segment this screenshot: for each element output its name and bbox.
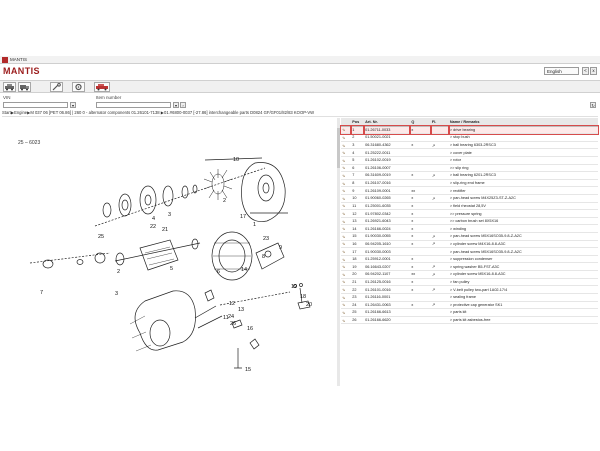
row-qty (410, 316, 431, 324)
row-name: > pan-head screw M5X16SO35-9.8-Z-A2C (449, 248, 598, 256)
row-name: > V-belt pulley two-part 1A02-17/4 (449, 286, 598, 294)
callout-13: 13 (238, 307, 245, 313)
row-pos: 11 (351, 202, 364, 210)
row-art-nr: 06.94205-1610 (364, 240, 410, 248)
header-icon (341, 118, 351, 126)
callout-3b: 3 (115, 291, 119, 297)
refresh-button[interactable]: ↻ (591, 103, 595, 108)
callout-12: 12 (229, 301, 236, 307)
row-flags (431, 164, 449, 172)
cart-icon[interactable]: ⇘ (341, 263, 351, 271)
row-name: > ball bearing 6201-2RSC3 (449, 172, 598, 180)
table-row[interactable] (341, 271, 598, 279)
row-qty (410, 309, 431, 317)
toolbar (0, 80, 600, 93)
item-search-button[interactable]: › (180, 102, 186, 108)
window-title: MANTIS (10, 57, 28, 62)
row-qty: x (410, 286, 431, 294)
row-flags (431, 316, 449, 324)
cart-icon[interactable]: ⇘ (341, 141, 351, 149)
car-icon[interactable] (3, 82, 16, 92)
row-flags: ↗ (431, 301, 449, 309)
row-art-nr: 01.97802-0342 (364, 210, 410, 218)
row-pos: 14 (351, 225, 364, 233)
table-row[interactable] (341, 217, 598, 225)
table-row[interactable] (341, 263, 598, 271)
vin-input[interactable] (3, 102, 68, 108)
item-number-input[interactable] (96, 102, 171, 108)
table-row[interactable] (341, 126, 598, 134)
row-qty: x (410, 263, 431, 271)
row-qty: x (410, 233, 431, 241)
row-qty: xx (410, 187, 431, 195)
row-art-nr: 01.90030-0003 (364, 248, 410, 256)
table-row[interactable] (341, 210, 598, 218)
close-button[interactable]: x (590, 67, 597, 75)
row-pos: 10 (351, 194, 364, 202)
callout-1: 1 (253, 222, 257, 228)
row-pos: 5 (351, 156, 364, 164)
row-flags: ↗ (431, 172, 449, 180)
callout-5: 5 (170, 266, 174, 272)
brand-logo: MANTIS (3, 66, 40, 76)
row-pos: 19 (351, 263, 364, 271)
header-pos[interactable]: Pos (351, 118, 364, 126)
cart-icon[interactable]: ⇘ (341, 316, 351, 324)
callout-3: 3 (168, 212, 172, 218)
row-art-nr: 01.26166-0024 (364, 225, 410, 233)
search-row (0, 94, 600, 110)
row-pos: 24 (351, 301, 364, 309)
table-row[interactable] (341, 134, 598, 142)
row-flags (431, 255, 449, 263)
row-qty: x (410, 126, 431, 134)
header-qty[interactable]: Q (410, 118, 431, 126)
row-flags (431, 149, 449, 157)
row-qty (410, 248, 431, 256)
table-row[interactable] (341, 255, 598, 263)
table-row[interactable] (341, 149, 598, 157)
cart-icon[interactable]: ⇘ (341, 194, 351, 202)
row-pos: 9 (351, 187, 364, 195)
row-flags: ↗ (431, 286, 449, 294)
row-qty (410, 179, 431, 187)
row-name: > cover plate (449, 149, 598, 157)
row-pos: 17 (351, 248, 364, 256)
row-art-nr: 01.90060-0265 (364, 194, 410, 202)
alternator-drawing (0, 118, 336, 386)
parts-table (341, 118, 598, 324)
table-row[interactable] (341, 309, 598, 317)
row-flags (431, 278, 449, 286)
cart-icon[interactable]: ⇘ (341, 271, 351, 279)
row-name: > parts kit asbestos-free (449, 316, 598, 324)
row-pos: 1 (351, 126, 364, 134)
callout-18: 18 (300, 294, 307, 300)
row-art-nr: 01.25001-6035 (364, 202, 410, 210)
cart-icon[interactable]: ⇘ (341, 248, 351, 256)
row-pos: 2 (351, 134, 364, 142)
table-row[interactable] (341, 240, 598, 248)
row-art-nr: 01.26431-0063 (364, 301, 410, 309)
row-flags (431, 225, 449, 233)
row-flags: ↗ (431, 233, 449, 241)
row-pos: 18 (351, 255, 364, 263)
row-art-nr: 01.26166-6613 (364, 309, 410, 317)
row-qty: x (410, 141, 431, 149)
callout-17: 17 (240, 214, 247, 220)
row-name: > sealing frame (449, 293, 598, 301)
row-art-nr: 01.25222-0011 (364, 149, 410, 157)
row-qty: x (410, 255, 431, 263)
row-flags (431, 248, 449, 256)
table-row[interactable] (341, 248, 598, 256)
cart-icon[interactable]: ⇘ (341, 156, 351, 164)
callout-24: 24 (228, 314, 235, 320)
row-pos: 8 (351, 179, 364, 187)
row-flags (431, 293, 449, 301)
cart-icon[interactable]: ⇘ (341, 293, 351, 301)
row-qty: x (410, 210, 431, 218)
row-pos: 4 (351, 149, 364, 157)
vin-dropdown-button[interactable]: ▾ (71, 103, 74, 108)
row-flags: ↗ (431, 263, 449, 271)
row-art-nr: 01.26921-6043 (364, 217, 410, 225)
back-button[interactable]: < (582, 67, 589, 75)
row-name: > drive bearing (449, 126, 598, 134)
row-flags: ↗ (431, 194, 449, 202)
row-flags (431, 126, 449, 134)
table-row[interactable] (341, 187, 598, 195)
table-row[interactable] (341, 278, 598, 286)
cart-icon[interactable]: ⇘ (341, 210, 351, 218)
table-row[interactable] (341, 164, 598, 172)
row-name: > cylinder screw M4X16-8.8-A3C (449, 240, 598, 248)
cart-icon[interactable]: ⇘ (341, 309, 351, 317)
callout-8: 8 (262, 254, 266, 260)
row-qty: x (410, 301, 431, 309)
callout-15: 15 (245, 367, 252, 373)
vehicle-icon[interactable] (94, 82, 110, 92)
row-name: > stop bush (449, 134, 598, 142)
table-row[interactable] (341, 316, 598, 324)
row-art-nr: 06.31680-4362 (364, 141, 410, 149)
item-number-dropdown-button[interactable]: ▾ (174, 103, 177, 108)
table-row[interactable] (341, 286, 598, 294)
cart-icon[interactable]: ⇘ (341, 187, 351, 195)
row-name: > field rheostat 28,5V (449, 202, 598, 210)
row-pos: 13 (351, 217, 364, 225)
row-flags (431, 179, 449, 187)
callout-20: 20 (306, 302, 313, 308)
row-art-nr: 01.26116-0001 (364, 293, 410, 301)
table-row[interactable] (341, 172, 598, 180)
header-name[interactable]: Name / Remarks (449, 118, 598, 126)
cart-icon[interactable]: ⇘ (341, 240, 351, 248)
cart-icon[interactable]: ⇘ (341, 217, 351, 225)
callout-2b: 2 (117, 269, 121, 275)
table-row[interactable] (341, 179, 598, 187)
row-qty: x (410, 194, 431, 202)
row-pos: 25 (351, 309, 364, 317)
callout-26: 26 (230, 321, 237, 327)
row-name: > winding (449, 225, 598, 233)
row-name: > cylinder screw M5X16-8.8-A3C (449, 271, 598, 279)
row-pos: 26 (351, 316, 364, 324)
row-art-nr: 06.31609-0019 (364, 172, 410, 180)
row-flags (431, 217, 449, 225)
row-qty (410, 293, 431, 301)
parts-list-panel (341, 118, 598, 386)
table-row[interactable] (341, 233, 598, 241)
breadcrumb: Start▶Engine▶M 037 06 [PET 06.86] | 260 0 - alternator components 01.26101-7138 ▶01.#6800-0037 [-27.86] interchangeable parts D0824 GF/GF01/82/83 KOOP-VW (2, 110, 598, 117)
row-name: > parts kit (449, 309, 598, 317)
exploded-diagram (0, 118, 336, 386)
row-qty (410, 134, 431, 142)
row-art-nr: 06.94202-1107 (364, 271, 410, 279)
row-pos: 6 (351, 164, 364, 172)
callout-14: 14 (241, 267, 248, 273)
callout-10: 10 (233, 157, 240, 163)
cart-icon[interactable]: ⇘ (341, 134, 351, 142)
table-row[interactable] (341, 301, 598, 309)
cart-icon[interactable]: ⇘ (341, 286, 351, 294)
callout-6: 6 (217, 269, 221, 275)
row-pos: 15 (351, 233, 364, 241)
row-qty (410, 156, 431, 164)
cart-icon[interactable]: ⇘ (341, 233, 351, 241)
cart-icon[interactable]: ⇘ (341, 255, 351, 263)
cart-icon[interactable]: ⇘ (341, 301, 351, 309)
row-art-nr: 01.26102-0019 (364, 156, 410, 164)
row-art-nr: 01.26107-0016 (364, 179, 410, 187)
table-row[interactable] (341, 225, 598, 233)
cart-icon[interactable]: ⇘ (341, 278, 351, 286)
row-pos: 12 (351, 210, 364, 218)
cart-icon[interactable]: ⇘ (341, 179, 351, 187)
header-art-nr[interactable]: Art. Nr. (364, 118, 410, 126)
cart-icon[interactable]: ⇘ (341, 164, 351, 172)
callout-22: 22 (150, 224, 157, 230)
row-qty: xx (410, 271, 431, 279)
row-qty: x (410, 225, 431, 233)
row-name: > pan-head screw M5X16SO35-9.8-Z-A2C (449, 233, 598, 241)
header-flags[interactable]: Fl. (431, 118, 449, 126)
table-row[interactable] (341, 156, 598, 164)
callout-23: 23 (263, 236, 270, 242)
table-row[interactable] (341, 202, 598, 210)
row-flags (431, 187, 449, 195)
callout-25: 25 (98, 234, 105, 240)
table-row[interactable] (341, 141, 598, 149)
brand-bar (0, 64, 600, 78)
row-name: > fan pulley (449, 278, 598, 286)
row-art-nr: 01.50021-0021 (364, 134, 410, 142)
app-icon (2, 57, 8, 63)
row-pos: 22 (351, 286, 364, 294)
row-flags (431, 210, 449, 218)
callout-7: 7 (40, 290, 44, 296)
row-qty (410, 149, 431, 157)
table-header-row (341, 118, 598, 126)
row-art-nr: 06.16643-0207 (364, 263, 410, 271)
row-qty (410, 164, 431, 172)
row-name: > spring washer B5-FST-A3C (449, 263, 598, 271)
vin-label: VIN (3, 95, 11, 100)
row-name: > rectifier (449, 187, 598, 195)
row-name: > rotor (449, 156, 598, 164)
row-name: >> slip ring (449, 164, 598, 172)
callout-19: 19 (291, 284, 298, 290)
row-name: >> carbon brush set 8X5X16 (449, 217, 598, 225)
callout-16: 16 (247, 326, 254, 332)
row-pos: 20 (351, 271, 364, 279)
row-qty: x (410, 217, 431, 225)
row-name: > protective cap generator SK1 (449, 301, 598, 309)
language-select[interactable]: English (544, 67, 579, 75)
row-flags: ↗ (431, 141, 449, 149)
row-pos: 16 (351, 240, 364, 248)
window-titlebar (0, 56, 600, 64)
diagram-scrollbar[interactable] (337, 118, 340, 386)
row-art-nr: 01.26166-6620 (364, 316, 410, 324)
table-row[interactable] (341, 194, 598, 202)
row-flags: ↗ (431, 271, 449, 279)
row-qty: x (410, 278, 431, 286)
row-flags (431, 134, 449, 142)
cart-icon[interactable]: ⇘ (341, 202, 351, 210)
row-qty: x (410, 240, 431, 248)
row-pos: 3 (351, 141, 364, 149)
callout-11: 11 (223, 315, 229, 321)
cart-icon[interactable]: ⇘ (341, 225, 351, 233)
row-art-nr: 01.26109-0001 (364, 187, 410, 195)
diagram-id: 25 – 6023 (18, 140, 41, 146)
callout-2: 2 (223, 198, 227, 204)
row-art-nr: 01.25912-0001 (364, 255, 410, 263)
gear-icon[interactable] (72, 82, 85, 92)
row-flags (431, 202, 449, 210)
callout-9: 9 (279, 245, 283, 251)
cart-icon[interactable]: ⇘ (341, 126, 351, 134)
table-row[interactable] (341, 293, 598, 301)
row-art-nr: 01.90030-0055 (364, 233, 410, 241)
cart-icon[interactable]: ⇘ (341, 172, 351, 180)
row-art-nr: 01.26125-0016 (364, 278, 410, 286)
row-pos: 23 (351, 293, 364, 301)
row-pos: 21 (351, 278, 364, 286)
cart-icon[interactable]: ⇘ (341, 149, 351, 157)
row-pos: 7 (351, 172, 364, 180)
row-name: > slip-ring end frame (449, 179, 598, 187)
row-name: > pan-head screw M4X25Z3-ST-Z-A2C (449, 194, 598, 202)
row-art-nr: 01.26106-0007 (364, 164, 410, 172)
row-name: >> pressure spring (449, 210, 598, 218)
row-qty: x (410, 202, 431, 210)
row-name: > suppression condenser (449, 255, 598, 263)
row-name: > ball bearing 6303-2RSC3 (449, 141, 598, 149)
row-flags (431, 156, 449, 164)
row-art-nr: 01.26711-0033 (364, 126, 410, 134)
item-number-label: Item number (96, 95, 122, 100)
row-flags (431, 309, 449, 317)
row-qty: x (410, 172, 431, 180)
truck-icon[interactable] (18, 82, 31, 92)
scrollbar-thumb[interactable] (337, 128, 340, 168)
wrench-icon[interactable] (50, 82, 63, 92)
callout-4: 4 (152, 216, 156, 222)
row-flags: ↗ (431, 240, 449, 248)
callout-21: 21 (162, 227, 169, 233)
row-art-nr: 01.26101-0016 (364, 286, 410, 294)
